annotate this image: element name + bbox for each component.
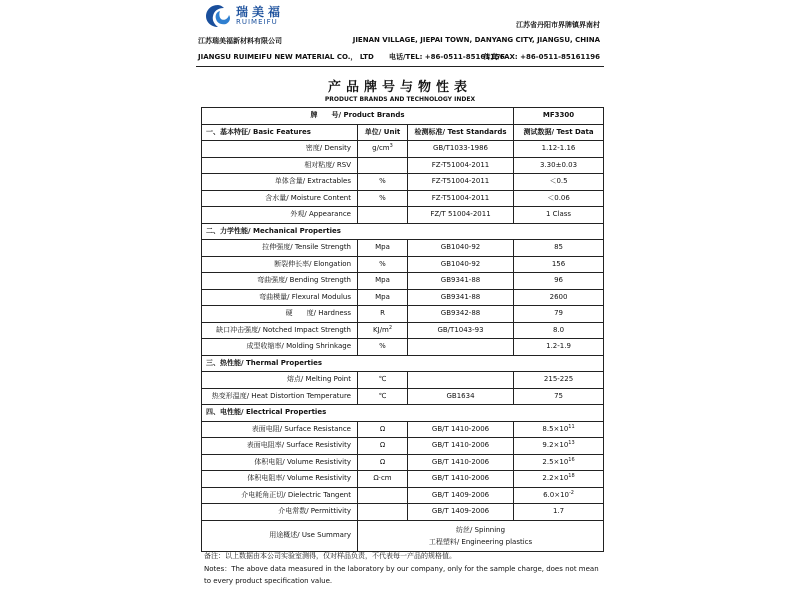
- property-unit: Ω: [358, 454, 408, 471]
- property-unit: Mpa: [358, 273, 408, 290]
- section-electrical-header: 四、电性能/ Electrical Properties: [202, 405, 604, 422]
- table-row: [202, 454, 604, 471]
- property-value: ＜0.06: [514, 190, 604, 207]
- unit-text: KJ/m: [372, 325, 389, 334]
- document-subtitle: PRODUCT BRANDS AND TECHNOLOGY INDEX: [324, 96, 476, 103]
- property-standard: FZ-T51004-2011: [408, 174, 514, 191]
- property-value: 8.0: [514, 322, 604, 339]
- section-basic-header: 一、基本特征/ Basic Features: [202, 124, 358, 141]
- property-standard: GB/T 1410-2006: [408, 454, 514, 471]
- address-cn: 江苏省丹阳市界牌镇界南村: [516, 21, 600, 29]
- table-row: [202, 339, 604, 356]
- table-row: [202, 157, 604, 174]
- unit-header: 单位/ Unit: [358, 124, 408, 141]
- property-standard: GB9341-88: [408, 273, 514, 290]
- property-value: 2600: [514, 289, 604, 306]
- brand-value: MF3300: [514, 108, 604, 125]
- property-value: [514, 487, 604, 504]
- property-standard: GB/T 1409-2006: [408, 487, 514, 504]
- brand-row: [202, 108, 604, 125]
- property-value: 75: [514, 388, 604, 405]
- value-text: 2.2×10: [542, 474, 569, 483]
- property-unit: Ω·cm: [358, 471, 408, 488]
- property-name: 表面电阻/ Surface Resistance: [202, 421, 358, 438]
- value-text: 9.2×10: [542, 441, 569, 450]
- property-unit: R: [358, 306, 408, 323]
- property-value: 1.12-1.16: [514, 141, 604, 158]
- table-row: [202, 421, 604, 438]
- property-value: [514, 454, 604, 471]
- table-row: [202, 372, 604, 389]
- header-divider: [196, 66, 604, 67]
- property-unit: Mpa: [358, 240, 408, 257]
- property-value: 79: [514, 306, 604, 323]
- property-name: 体积电阻率/ Volume Resistivity: [202, 471, 358, 488]
- property-unit: %: [358, 339, 408, 356]
- logo-swirl-icon: [204, 3, 232, 29]
- property-standard: FZ/T 51004-2011: [408, 207, 514, 224]
- phone-number: 电话/TEL: +86-0511-85161156: [389, 53, 505, 61]
- property-unit: %: [358, 174, 408, 191]
- property-name: 熔点/ Melting Point: [202, 372, 358, 389]
- value-exponent: 18: [568, 473, 575, 480]
- property-standard: GB1634: [408, 388, 514, 405]
- property-standard: FZ-T51004-2011: [408, 190, 514, 207]
- property-standard: GB/T 1410-2006: [408, 471, 514, 488]
- property-value: 156: [514, 256, 604, 273]
- unit-superscript: 3: [389, 143, 393, 150]
- property-standard: GB/T 1410-2006: [408, 438, 514, 455]
- section-thermal-header: 三、热性能/ Thermal Properties: [202, 355, 604, 372]
- table-row: [202, 190, 604, 207]
- section-row: [202, 405, 604, 422]
- fax-number: 传真/FAX: +86-0511-85161196: [483, 53, 600, 61]
- company-name-en: JIANGSU RUIMEIFU NEW MATERIAL CO.， LTD: [198, 53, 374, 61]
- section-row: [202, 355, 604, 372]
- table-row: [202, 306, 604, 323]
- property-name: 弯曲强度/ Bending Strength: [202, 273, 358, 290]
- table-row: [202, 240, 604, 257]
- property-standard: GB9342-88: [408, 306, 514, 323]
- note-en-line2: to every product specification value.: [204, 577, 333, 585]
- logo-en-text: RUIMEIFU: [236, 18, 278, 26]
- value-text: 2.5×10: [542, 457, 569, 466]
- property-value: [514, 421, 604, 438]
- value-exponent: 11: [568, 423, 575, 430]
- property-standard: GB/T1033-1986: [408, 141, 514, 158]
- table-row: [202, 273, 604, 290]
- property-standard: GB/T 1410-2006: [408, 421, 514, 438]
- value-text: 6.0×10: [543, 490, 569, 499]
- company-name-cn: 江苏瑞美福新材料有限公司: [198, 37, 282, 45]
- use-summary-value: [358, 520, 604, 551]
- property-name: 密度/ Density: [202, 141, 358, 158]
- use-spinning: 纺丝/ Spinning: [455, 525, 506, 534]
- table-row: [202, 256, 604, 273]
- property-name: 拉伸强度/ Tensile Strength: [202, 240, 358, 257]
- company-logo: [204, 3, 290, 29]
- table-row: [202, 207, 604, 224]
- property-unit: Ω: [358, 438, 408, 455]
- property-value: 1 Class: [514, 207, 604, 224]
- property-unit: [358, 504, 408, 521]
- document-title: 产品牌号与物性表: [327, 80, 472, 95]
- section-mechanical-header: 二、力学性能/ Mechanical Properties: [202, 223, 604, 240]
- header-row: [202, 124, 604, 141]
- property-unit: [358, 157, 408, 174]
- property-standard: GB1040-92: [408, 256, 514, 273]
- table-row: [202, 504, 604, 521]
- property-name: 单体含量/ Extractables: [202, 174, 358, 191]
- property-name: 相对粘度/ RSV: [202, 157, 358, 174]
- value-text: 8.5×10: [542, 424, 569, 433]
- property-value: 96: [514, 273, 604, 290]
- table-row: [202, 388, 604, 405]
- table-row: [202, 487, 604, 504]
- property-name: 表面电阻率/ Surface Resistivity: [202, 438, 358, 455]
- property-name: 热变形温度/ Heat Distortion Temperature: [202, 388, 358, 405]
- brand-label: 牌 号/ Product Brands: [202, 108, 514, 125]
- property-unit: Ω: [358, 421, 408, 438]
- value-exponent: 13: [568, 440, 575, 447]
- section-row: [202, 223, 604, 240]
- property-value: ＜0.5: [514, 174, 604, 191]
- note-cn: 备注：以上数据由本公司实验室测得，仅对样品负责，不代表每一产品的规格值。: [204, 552, 456, 560]
- property-standard: GB/T 1409-2006: [408, 504, 514, 521]
- property-name: 断裂伸长率/ Elongation: [202, 256, 358, 273]
- property-name: 体积电阻/ Volume Resistivity: [202, 454, 358, 471]
- property-value: 215-225: [514, 372, 604, 389]
- property-value: [514, 471, 604, 488]
- property-unit: [358, 487, 408, 504]
- logo-cn-text: 瑞美福: [236, 5, 285, 19]
- property-name: 缺口冲击强度/ Notched Impact Strength: [202, 322, 358, 339]
- property-value: [514, 438, 604, 455]
- unit-text: g/cm: [372, 144, 390, 153]
- property-unit: Mpa: [358, 289, 408, 306]
- property-name: 成型收缩率/ Molding Shrinkage: [202, 339, 358, 356]
- table-row: [202, 141, 604, 158]
- property-value: 85: [514, 240, 604, 257]
- table-row: [202, 174, 604, 191]
- property-unit: [358, 322, 408, 339]
- value-exponent: -2: [568, 489, 574, 496]
- property-unit: ℃: [358, 372, 408, 389]
- property-unit: [358, 141, 408, 158]
- property-value: 1.2-1.9: [514, 339, 604, 356]
- property-standard: GB1040-92: [408, 240, 514, 257]
- table-row: [202, 289, 604, 306]
- property-standard: GB9341-88: [408, 289, 514, 306]
- property-name: 外观/ Appearance: [202, 207, 358, 224]
- table-row: [202, 471, 604, 488]
- property-unit: %: [358, 256, 408, 273]
- property-name: 介电常数/ Permittivity: [202, 504, 358, 521]
- property-standard: GB/T1043-93: [408, 322, 514, 339]
- use-summary-label: 用途概述/ Use Summary: [202, 520, 358, 551]
- property-value: 3.30±0.03: [514, 157, 604, 174]
- table-row: [202, 322, 604, 339]
- property-unit: [358, 207, 408, 224]
- property-standard: FZ-T51004-2011: [408, 157, 514, 174]
- use-summary-row: [202, 520, 604, 551]
- property-standard: [408, 339, 514, 356]
- property-standard: [408, 372, 514, 389]
- standard-header: 检测标准/ Test Standards: [408, 124, 514, 141]
- property-value: 1.7: [514, 504, 604, 521]
- property-unit: ℃: [358, 388, 408, 405]
- property-name: 介电耗角正切/ Dielectric Tangent: [202, 487, 358, 504]
- spec-table: [201, 107, 604, 552]
- property-name: 含水量/ Moisture Content: [202, 190, 358, 207]
- note-en-line1: Notes：The above data measured in the laboratory by our company, only for the sample charge, does not mean: [204, 565, 599, 573]
- value-exponent: 16: [568, 456, 575, 463]
- unit-superscript: 2: [388, 324, 393, 331]
- property-unit: %: [358, 190, 408, 207]
- address-en: JIENAN VILLAGE, JIEPAI TOWN, DANYANG CITY, JIANGSU, CHINA: [352, 36, 600, 44]
- table-row: [202, 438, 604, 455]
- property-name: 硬 度/ Hardness: [202, 306, 358, 323]
- use-engineering-plastics: 工程塑料/ Engineering plastics: [428, 537, 533, 546]
- data-header: 测试数据/ Test Data: [514, 124, 604, 141]
- property-name: 弯曲模量/ Flexural Modulus: [202, 289, 358, 306]
